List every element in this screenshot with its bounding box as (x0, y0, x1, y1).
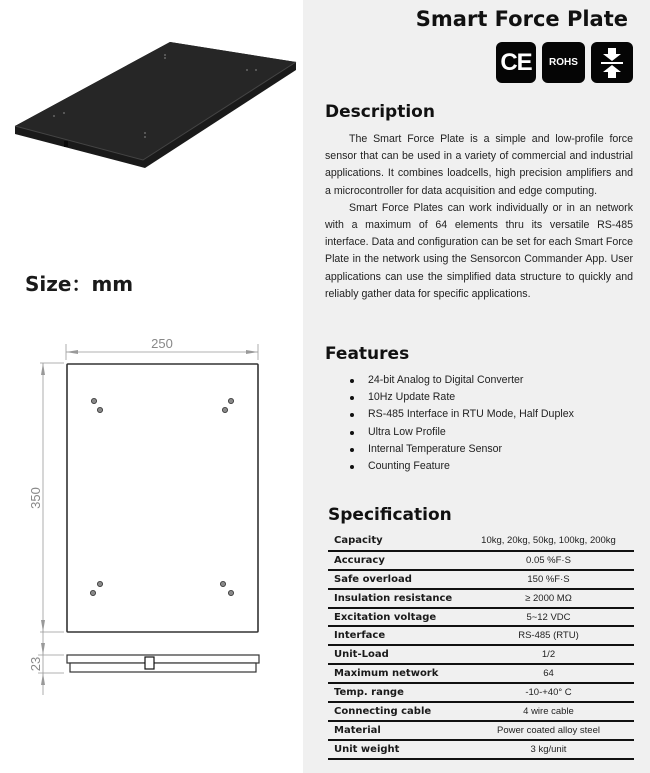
spec-label: Temp. range (328, 683, 463, 702)
features-heading: Features (325, 344, 410, 364)
spec-value: -10-+40° C (463, 683, 634, 702)
rohs-icon (542, 42, 585, 83)
table-row (328, 664, 634, 683)
list-item: 10Hz Update Rate (325, 389, 574, 406)
rohs-label: ROHS (549, 57, 578, 68)
features-list (325, 372, 574, 475)
list-item: Internal Temperature Sensor (325, 441, 574, 458)
spec-label: Unit-Load (328, 645, 463, 664)
table-row (328, 608, 634, 627)
spec-label: Insulation resistance (328, 589, 463, 608)
size-label: Size：mm (25, 272, 134, 296)
spec-value: 4 wire cable (463, 702, 634, 721)
spec-value: Power coated alloy steel (463, 721, 634, 740)
table-row (328, 532, 634, 551)
table-row (328, 570, 634, 589)
description-text (325, 131, 633, 303)
list-item: RS-485 Interface in RTU Mode, Half Duplex (325, 406, 574, 423)
spec-value: 150 %F·S (463, 570, 634, 589)
dimension-drawing (0, 330, 303, 750)
spec-value: RS-485 (RTU) (463, 626, 634, 645)
spec-label: Capacity (328, 532, 463, 551)
spec-value: 1/2 (463, 645, 634, 664)
spec-value: 5~12 VDC (463, 608, 634, 627)
list-item: Ultra Low Profile (325, 424, 574, 441)
specification-table (328, 532, 634, 760)
spec-value: 0.05 %F·S (463, 551, 634, 570)
table-row (328, 683, 634, 702)
spec-value: ≥ 2000 MΩ (463, 589, 634, 608)
spec-label: Material (328, 721, 463, 740)
description-paragraph: The Smart Force Plate is a simple and low-profile force sensor that can be used in a variety of commercial and industrial applications. It combines loadcells, high precision amplifiers and a microcontroller for data acquisition and edge computing. (325, 133, 633, 197)
table-row (328, 702, 634, 721)
spec-value: 10kg, 20kg, 50kg, 100kg, 200kg (463, 532, 634, 551)
compression-force-icon (591, 42, 633, 83)
table-row (328, 645, 634, 664)
description-paragraph: Smart Force Plates can work individually or in an network with a maximum of 64 elements thru its versatile RS-485 interface. Data and configuration can be set for each Smart Force Plate in the network using the Sensorcon Commander App. User applications can use the simplified data structure to quickly and reliably gather data for specific applications. (325, 201, 633, 300)
description-heading: Description (325, 102, 435, 122)
spec-label: Accuracy (328, 551, 463, 570)
list-item: 24-bit Analog to Digital Converter (325, 372, 574, 389)
list-item: Counting Feature (325, 458, 574, 475)
spec-label: Safe overload (328, 570, 463, 589)
table-row (328, 721, 634, 740)
spec-value: 64 (463, 664, 634, 683)
specification-heading: Specification (328, 505, 452, 525)
spec-value: 3 kg/unit (463, 740, 634, 759)
spec-label: Maximum network (328, 664, 463, 683)
thickness-dimension: 23 (28, 656, 43, 672)
ce-mark-icon (496, 42, 536, 83)
product-3d-image (0, 0, 303, 180)
height-dimension: 350 (28, 487, 43, 509)
table-row (328, 589, 634, 608)
spec-label: Unit weight (328, 740, 463, 759)
table-row (328, 551, 634, 570)
ce-label: CE (500, 48, 532, 76)
width-dimension: 250 (151, 336, 173, 351)
spec-label: Excitation voltage (328, 608, 463, 627)
table-row (328, 740, 634, 759)
spec-label: Interface (328, 626, 463, 645)
table-row (328, 626, 634, 645)
page-title: Smart Force Plate (415, 7, 628, 31)
spec-label: Connecting cable (328, 702, 463, 721)
